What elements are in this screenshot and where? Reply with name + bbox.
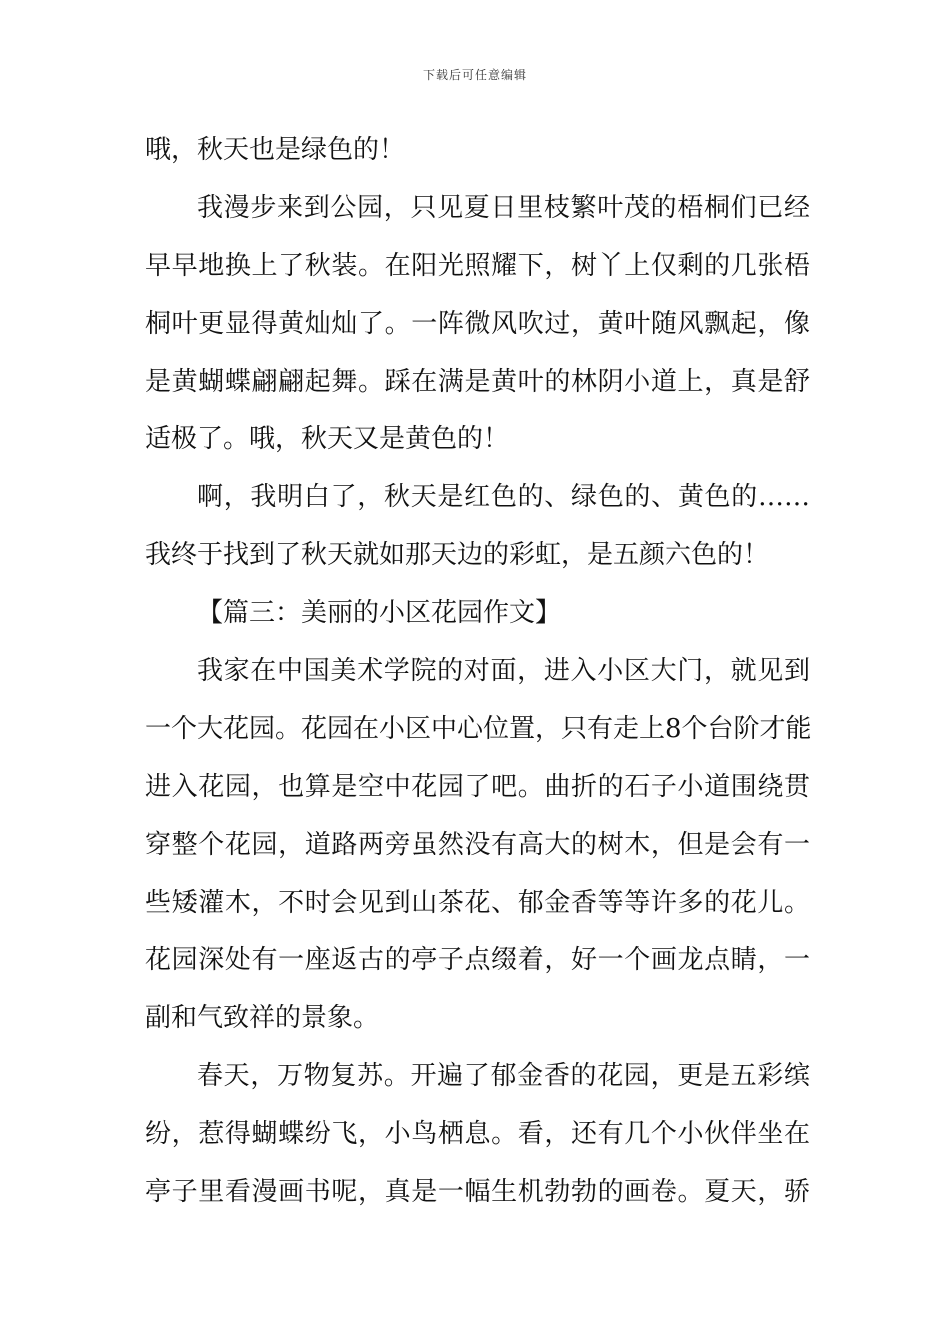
section-heading: 【篇三：美丽的小区花园作文】 — [197, 598, 562, 629]
text-line: 早早地换上了秋装。在阳光照耀下，树丫上仅剩的几张梧 — [145, 250, 810, 281]
text-line: 纷，惹得蝴蝶纷飞，小鸟栖息。看，还有几个小伙伴坐在 — [145, 1119, 810, 1150]
article-body — [145, 122, 810, 1222]
text-line: 哦，秋天也是绿色的！ — [145, 135, 406, 165]
text-line: 我家在中国美术学院的对面，进入小区大门，就见到 — [197, 656, 810, 687]
text-line: 春天，万物复苏。开遍了郁金香的花园，更是五彩缤 — [197, 1061, 810, 1092]
text-line: 亭子里看漫画书呢，真是一幅生机勃勃的画卷。夏天，骄 — [145, 1177, 810, 1208]
text-line: 些矮灌木，不时会见到山茶花、郁金香等等许多的花儿。 — [145, 887, 810, 918]
text-line: 是黄蝴蝶翩翩起舞。踩在满是黄叶的林阴小道上，真是舒 — [145, 366, 810, 397]
text-line: 我漫步来到公园，只见夏日里枝繁叶茂的梧桐们已经 — [197, 192, 810, 223]
text-line: 桐叶更显得黄灿灿了。一阵微风吹过，黄叶随风飘起，像 — [145, 308, 810, 339]
text-line: 我终于找到了秋天就如那天边的彩虹，是五颜六色的！ — [145, 540, 770, 571]
page-header: 下载后可任意编辑 — [422, 68, 527, 82]
text-line: 花园深处有一座返古的亭子点缀着，好一个画龙点睛，一 — [145, 945, 810, 976]
text-line: 穿整个花园，道路两旁虽然没有高大的树木，但是会有一 — [145, 829, 810, 860]
text-line: 副和气致祥的景象。 — [145, 1003, 380, 1034]
text-line: 进入花园，也算是空中花园了吧。曲折的石子小道围绕贯 — [145, 771, 810, 802]
text-line: 适极了。哦，秋天又是黄色的！ — [145, 424, 510, 455]
text-line: 啊，我明白了，秋天是红色的、绿色的、黄色的…… — [197, 482, 810, 513]
text-line: 一个大花园。花园在小区中心位置，只有走上8个台阶才能 — [145, 713, 812, 744]
